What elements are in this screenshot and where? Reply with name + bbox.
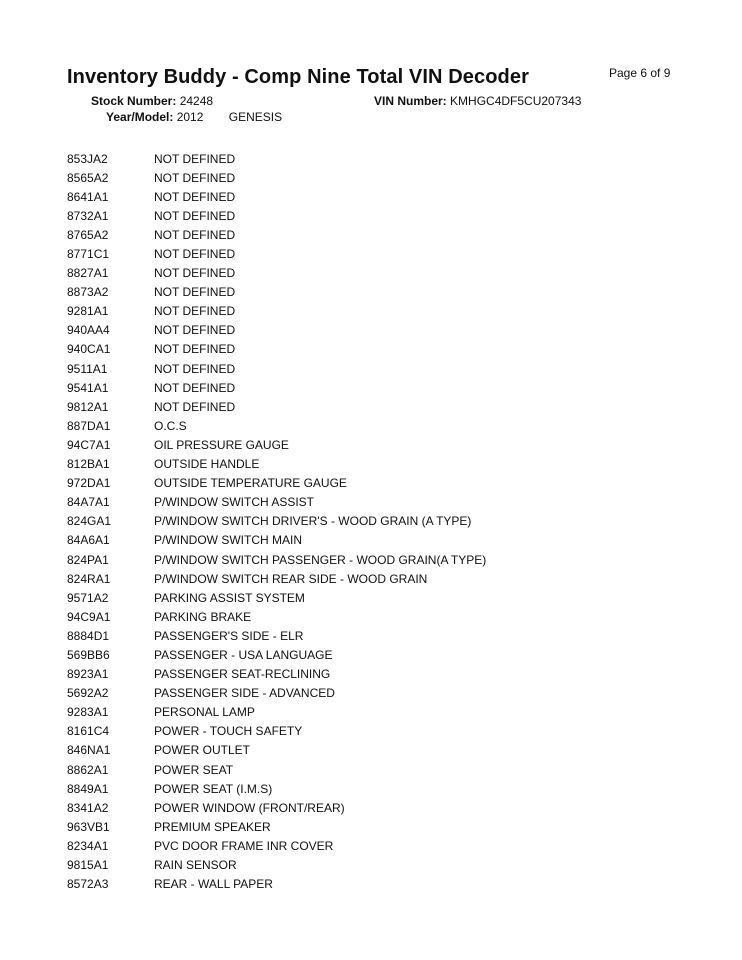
option-description: NOT DEFINED [154,247,236,262]
stock-number-label: Stock Number: [91,94,177,108]
option-description: PARKING BRAKE [154,609,252,624]
option-code: 8641A1 [67,189,109,204]
option-code: 812BA1 [67,457,110,472]
list-item [67,607,486,626]
list-item [67,206,486,225]
list-item [67,378,486,397]
vin-number-label: VIN Number: [374,94,447,108]
option-code: 569BB6 [67,647,110,662]
option-description: NOT DEFINED [154,380,236,395]
option-description: P/WINDOW SWITCH REAR SIDE - WOOD GRAIN [154,571,428,586]
option-description: POWER SEAT (I.M.S) [154,781,273,796]
list-item [67,760,486,779]
stock-number-value: 24248 [179,94,214,108]
option-code: 9812A1 [67,399,109,414]
list-item [67,264,486,283]
option-code: 8849A1 [67,781,109,796]
option-description: NOT DEFINED [154,208,236,223]
option-description: NOT DEFINED [154,399,236,414]
option-description: RAIN SENSOR [154,858,237,873]
list-item [67,798,486,817]
option-code: 9541A1 [67,380,109,395]
list-item [67,455,486,474]
option-code: 940CA1 [67,342,111,357]
option-description: NOT DEFINED [154,323,236,338]
option-description: OUTSIDE TEMPERATURE GAUGE [154,476,347,491]
option-code: 8341A2 [67,800,109,815]
option-code: 84A6A1 [67,533,110,548]
option-description: POWER OUTLET [154,743,251,758]
option-description: NOT DEFINED [154,170,236,185]
option-code: 8572A3 [67,877,109,892]
list-item [67,187,486,206]
option-code: 9281A1 [67,304,109,319]
list-item [67,435,486,454]
list-item [67,149,486,168]
list-item [67,855,486,874]
year-value: 2012 [176,110,204,124]
option-description: POWER SEAT [154,762,234,777]
option-code: 8234A1 [67,838,109,853]
list-item [67,397,486,416]
list-item [67,817,486,836]
option-code: 963VB1 [67,819,110,834]
list-item [67,416,486,435]
option-code: 824RA1 [67,571,111,586]
list-item [67,665,486,684]
option-code: 853JA2 [67,151,108,166]
list-item [67,875,486,894]
list-item [67,244,486,263]
option-code: 5692A2 [67,686,109,701]
list-item [67,531,486,550]
option-description: O.C.S [154,418,187,433]
list-item [67,168,486,187]
option-description: PASSENGER SIDE - ADVANCED [154,686,335,701]
option-code: 9815A1 [67,858,109,873]
option-code: 8771C1 [67,247,110,262]
list-item [67,836,486,855]
vin-number [374,94,581,108]
option-code: 8565A2 [67,170,109,185]
option-description: PREMIUM SPEAKER [154,819,271,834]
model-value: GENESIS [228,110,283,124]
option-code-list [67,149,486,894]
list-item [67,493,486,512]
option-code: 9283A1 [67,705,109,720]
vin-number-value: KMHGC4DF5CU207343 [450,94,582,108]
option-description: NOT DEFINED [154,151,236,166]
list-item [67,474,486,493]
option-description: POWER WINDOW (FRONT/REAR) [154,800,345,815]
list-item [67,302,486,321]
list-item [67,779,486,798]
option-code: 846NA1 [67,743,111,758]
year-model [106,110,282,124]
option-code: 887DA1 [67,418,111,433]
option-description: OUTSIDE HANDLE [154,457,260,472]
list-item [67,359,486,378]
option-description: NOT DEFINED [154,342,236,357]
page-title: Inventory Buddy - Comp Nine Total VIN Decoder [67,66,529,88]
option-code: 8923A1 [67,667,109,682]
option-description: NOT DEFINED [154,304,236,319]
option-code: 8827A1 [67,266,109,281]
list-item [67,550,486,569]
option-code: 8732A1 [67,208,109,223]
option-code: 8862A1 [67,762,109,777]
list-item [67,340,486,359]
option-description: PARKING ASSIST SYSTEM [154,590,305,605]
option-code: 824PA1 [67,552,109,567]
list-item [67,684,486,703]
list-item [67,283,486,302]
list-item [67,741,486,760]
page-number: Page 6 of 9 [609,66,671,80]
list-item [67,703,486,722]
option-code: 9571A2 [67,590,109,605]
list-item [67,512,486,531]
option-description: NOT DEFINED [154,189,236,204]
option-code: 8884D1 [67,628,110,643]
option-description: PASSENGER - USA LANGUAGE [154,647,333,662]
option-description: P/WINDOW SWITCH PASSENGER - WOOD GRAIN(A TYPE) [154,552,487,567]
option-description: NOT DEFINED [154,285,236,300]
option-description: POWER - TOUCH SAFETY [154,724,303,739]
option-description: NOT DEFINED [154,266,236,281]
option-code: 8765A2 [67,227,109,242]
option-description: P/WINDOW SWITCH MAIN [154,533,302,548]
option-description: P/WINDOW SWITCH ASSIST [154,495,315,510]
option-code: 8873A2 [67,285,109,300]
list-item [67,645,486,664]
option-code: 940AA4 [67,323,110,338]
option-description: NOT DEFINED [154,227,236,242]
option-code: 824GA1 [67,514,112,529]
list-item [67,722,486,741]
option-description: PERSONAL LAMP [154,705,255,720]
option-code: 972DA1 [67,476,111,491]
option-description: PASSENGER'S SIDE - ELR [154,628,304,643]
list-item [67,588,486,607]
option-description: P/WINDOW SWITCH DRIVER'S - WOOD GRAIN (A TYPE) [154,514,472,529]
option-description: NOT DEFINED [154,361,236,376]
option-description: REAR - WALL PAPER [154,877,273,892]
year-model-label: Year/Model: [106,110,174,124]
list-item [67,225,486,244]
option-code: 9511A1 [67,361,108,376]
list-item [67,626,486,645]
option-description: OIL PRESSURE GAUGE [154,437,289,452]
option-description: PVC DOOR FRAME INR COVER [154,838,334,853]
list-item [67,569,486,588]
list-item [67,321,486,340]
option-code: 8161C4 [67,724,110,739]
option-description: PASSENGER SEAT-RECLINING [154,667,331,682]
option-code: 84A7A1 [67,495,110,510]
option-code: 94C7A1 [67,437,111,452]
stock-number [91,94,213,108]
option-code: 94C9A1 [67,609,111,624]
